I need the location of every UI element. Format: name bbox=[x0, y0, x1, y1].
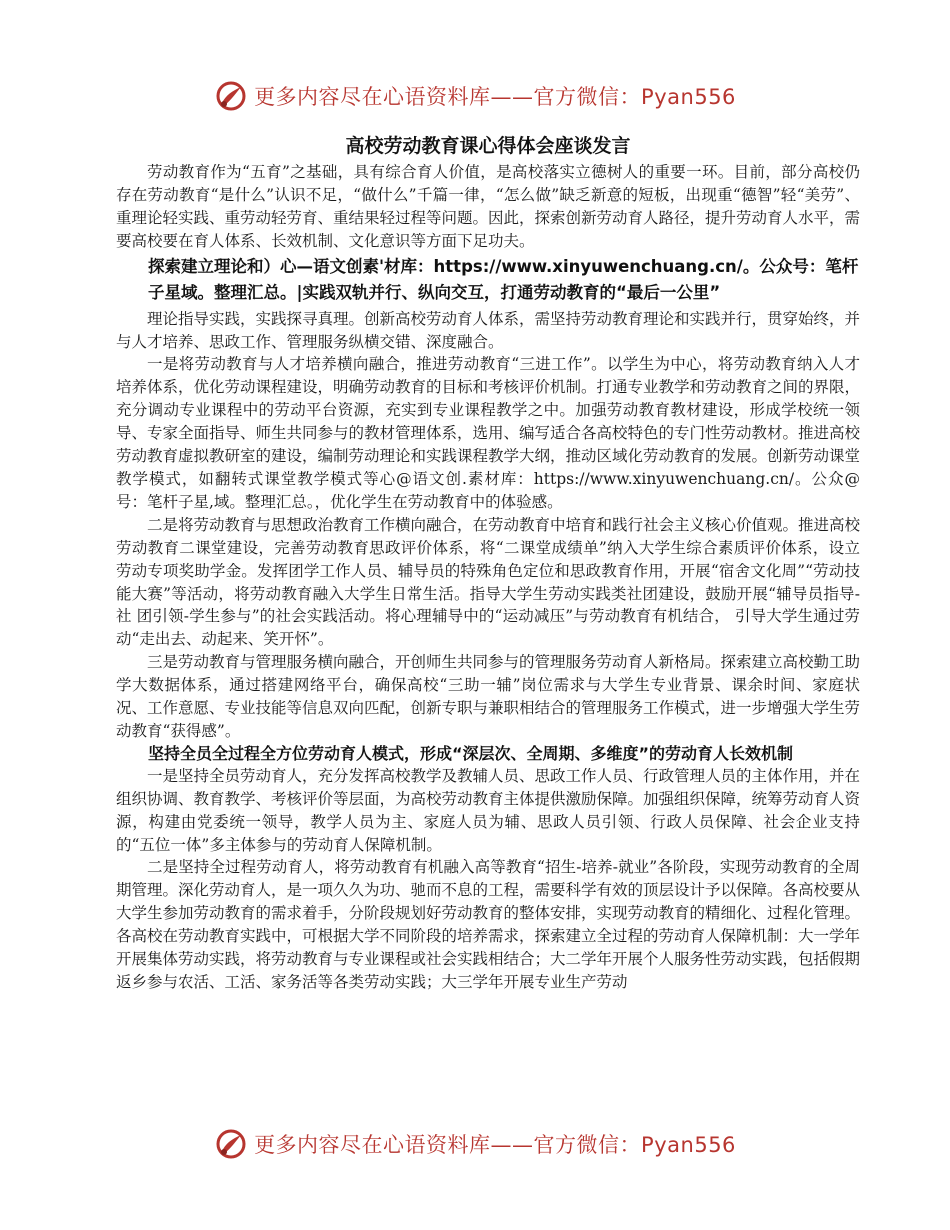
watermark-text: 更多内容尽在心语资料库——官方微信：Pyan556 bbox=[254, 1133, 736, 1157]
section1-paragraph: 一是将劳动教育与人才培养横向融合，推进劳动教育“三进工作”。以学生为中心，将劳动教育纳入人才培养体系，优化劳动课程建设，明确劳动教育的目标和考核评价机制。打通专业教学和劳动教育之间的界限，充分调动专业课程中的劳动平台资源，充实到专业课程教学之中。加强劳动教育教材建设，形成学校统一领导、专家全面指导、师生共同参与的教材管理体系，选用、编写适合各高校特色的专门性劳动教材。推进高校劳动教育虚拟教研室的建设，编制劳动理论和实践课程教学大纲，推动区域化劳动教育的发展。创新劳动课堂教学模式，如翻转式课堂教学模式等心@语文创.素材库：https://www.xinyuwenchuang.cn/。公众@号：笔杆子星,域。整理汇总。，优化学生在劳动教育中的体验感。 bbox=[116, 355, 861, 511]
brush-logo-icon bbox=[214, 79, 248, 113]
footer-watermark-banner bbox=[0, 1124, 950, 1164]
section2-paragraph: 一是坚持全员劳动育人，充分发挥高校教学及教辅人员、思政工作人员、行政管理人员的主体作用，并在组织协调、教育教学、考核评价等层面，为高校劳动教育主体提供激励保障。加强组织保障，统筹劳动育人资源，构建由党委统一领导，教学人员为主、家庭人员为辅、思政人员引领、行政人员保障、社会企业支持的“五位一体”多主体参与的劳动育人保障机制。 bbox=[116, 766, 861, 854]
document-body bbox=[116, 133, 860, 994]
intro-paragraph: 劳动教育作为“五育”之基础，具有综合育人价值，是高校落实立德树人的重要一环。目前，部分高校仍存在劳动教育“是什么”认识不足，“做什么”千篇一律，“怎么做”缺乏新意的短板，出现重“德智”轻“美劳”、重理论轻实践、重劳动轻劳育、重结果轻过程等问题。因此，探索创新劳动育人路径，提升劳动育人水平，需要高校要在育人体系、长效机制、文化意识等方面下足功夫。 bbox=[116, 163, 861, 250]
section1-paragraph: 理论指导实践，实践探寻真理。创新高校劳动育人体系，需坚持劳动教育理论和实践并行，贯穿始终，并与人才培养、思政工作、管理服务纵横交错、深度融合。 bbox=[116, 309, 861, 351]
document-title: 高校劳动教育课心得体会座谈发言 bbox=[345, 135, 631, 157]
section-heading-2: 坚持全员全过程全方位劳动育人模式，形成“深层次、全周期、多维度”的劳动育人长效机制 bbox=[148, 743, 794, 763]
section1-paragraph: 三是劳动教育与管理服务横向融合，开创师生共同参与的管理服务劳动育人新格局。探索建立高校勤工助学大数据体系，通过搭建网络平台，确保高校“三助一辅”岗位需求与大学生专业背景、课余时间、家庭状况、工作意愿、专业技能等信息双向匹配，创新专职与兼职相结合的管理服务工作模式，进一步增强大学生劳动教育“获得感”。 bbox=[116, 653, 861, 740]
section1-paragraph: 二是将劳动教育与思想政治教育工作横向融合，在劳动教育中培育和践行社会主义核心价值观。推进高校劳动教育二课堂建设，完善劳动教育思政评价体系，将“二课堂成绩单”纳入大学生综合素质评价体系，设立劳动专项奖助学金。发挥团学工作人员、辅导员的特殊角色定位和思政教育作用，开展“宿舍文化周”“劳动技能大赛”等活动，将劳动教育融入大学生日常生活。指导大学生劳动实践类社团建设，鼓励开展“辅导员指导-社 团引领-学生参与”的社会实践活动。将心理辅导中的“运动减压”与劳动教育有机结合， 引导大学生通过劳动“走出去、动起来、笑开怀”。 bbox=[116, 515, 861, 649]
section2-paragraph: 二是坚持全过程劳动育人，将劳动教育有机融入高等教育“招生-培养-就业”各阶段，实现劳动教育的全周期管理。深化劳动育人，是一项久久为功、驰而不息的工程，需要科学有效的顶层设计予以保障。各高校要从大学生参加劳动教育的需求着手，分阶段规划好劳动教育的整体安排，实现劳动教育的精细化、过程化管理。各高校在劳动教育实践中，可根据大学不同阶段的培养需求，探索建立全过程的劳动育人保障机制：大一学年开展集体劳动实践，将劳动教育与专业课程或社会实践相结合；大二学年开展个人服务性劳动实践，包括假期返乡参与农活、工活、家务活等各类劳动实践；大三学年开展专业生产劳动 bbox=[116, 858, 861, 991]
section-heading-1: 探索建立理论和）心—语文创素'材库：https://www.xinyuwenchuang.cn/。公众号：笔杆子星域。整理汇总。|实践双轨并行、纵向交互，打通劳动教育的“最后一公里” bbox=[148, 256, 859, 302]
header-watermark-banner bbox=[0, 76, 950, 116]
watermark-text: 更多内容尽在心语资料库——官方微信：Pyan556 bbox=[254, 85, 736, 109]
brush-logo-icon bbox=[214, 1127, 248, 1161]
